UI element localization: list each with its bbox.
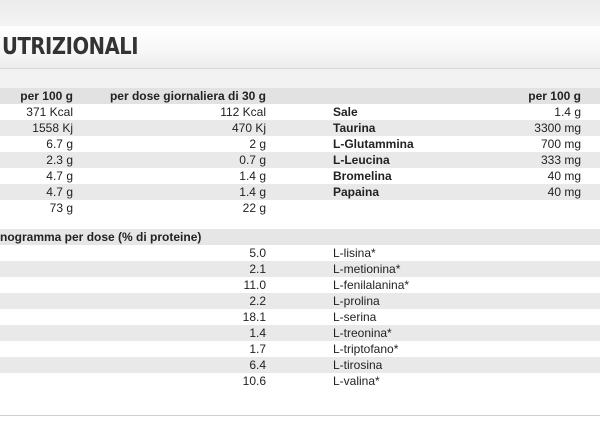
- amino-value: 1.7: [249, 342, 266, 356]
- perdose-value: 0.7 g: [239, 153, 266, 167]
- amino-value: 18.1: [242, 310, 266, 324]
- ingredient-value: 333 mg: [540, 153, 581, 167]
- nutrition-header-row: [0, 88, 600, 104]
- amino-value: 2.2: [249, 294, 266, 308]
- amino-name: L-lisina*: [333, 246, 376, 260]
- ingredient-value: 40 mg: [547, 169, 581, 183]
- table-row: [0, 261, 600, 277]
- ingredient-value: 3300 mg: [534, 121, 581, 135]
- page-title: UTRIZIONALI: [2, 34, 139, 60]
- per100-value: 1558 Kj: [32, 121, 73, 135]
- amino-name: L-serina: [333, 310, 377, 324]
- amino-value: 2.1: [249, 262, 266, 276]
- table-row: [0, 341, 600, 357]
- divider: [0, 415, 600, 416]
- perdose-value: 1.4 g: [239, 169, 266, 183]
- perdose-value: 2 g: [249, 137, 266, 151]
- col-perdose-header: per dose giornaliera di 30 g: [109, 89, 266, 103]
- perdose-value: 1.4 g: [239, 185, 266, 199]
- table-row: [0, 136, 600, 152]
- amino-value: 5.0: [249, 246, 266, 260]
- amino-name: L-triptofano*: [333, 342, 399, 356]
- table-row: [0, 373, 600, 389]
- table-row: [0, 104, 600, 120]
- table-row: [0, 293, 600, 309]
- perdose-value: 112 Kcal: [220, 105, 266, 119]
- amino-value: 11.0: [243, 278, 266, 292]
- amino-name: L-fenilalanina*: [333, 278, 410, 292]
- page-header: [0, 0, 600, 70]
- ingredient-name: Papaina: [333, 185, 380, 199]
- per100-value: 6.7 g: [46, 137, 73, 151]
- amino-name: L-metionina*: [333, 262, 401, 276]
- aminogram-heading: nogramma per dose (% di proteine): [0, 229, 600, 245]
- amino-value: 6.4: [249, 358, 266, 372]
- ingredient-name: Sale: [333, 105, 358, 119]
- per100-value: 2.3 g: [46, 153, 73, 167]
- amino-value: 1.4: [249, 326, 266, 340]
- table-row: [0, 325, 600, 341]
- ingredient-value: 40 mg: [547, 185, 581, 199]
- per100-value: 4.7 g: [46, 185, 73, 199]
- ingredient-value: 700 mg: [540, 137, 581, 151]
- ingredient-name: Taurina: [333, 121, 376, 135]
- amino-name: L-valina*: [333, 374, 380, 388]
- table-row: [0, 245, 600, 261]
- per100-value: 4.7 g: [46, 169, 73, 183]
- perdose-value: 470 Kj: [231, 121, 266, 135]
- table-row: [0, 277, 600, 293]
- table-row: [0, 357, 600, 373]
- ingredient-name: L-Leucina: [333, 153, 390, 167]
- per100-value: 73 g: [49, 201, 73, 215]
- table-row: [0, 184, 600, 200]
- ingredient-name: L-Glutammina: [333, 137, 414, 151]
- ingredient-name: Bromelina: [333, 169, 392, 183]
- table-row: [0, 200, 600, 216]
- perdose-value: 22 g: [242, 201, 266, 215]
- per100-value: 371 Kcal: [26, 105, 73, 119]
- amino-value: 10.6: [242, 374, 266, 388]
- col-per100-header: per 100 g: [20, 89, 73, 103]
- amino-name: L-prolina: [333, 294, 380, 308]
- table-row: [0, 120, 600, 136]
- table-row: [0, 152, 600, 168]
- table-row: [0, 309, 600, 325]
- nutrition-panel: [0, 88, 600, 421]
- amino-name: L-treonina*: [333, 326, 392, 340]
- ingredient-value: 1.4 g: [554, 105, 581, 119]
- amino-name: L-tirosina: [333, 358, 383, 372]
- col-right-per100-header: per 100 g: [528, 89, 581, 103]
- table-row: [0, 168, 600, 184]
